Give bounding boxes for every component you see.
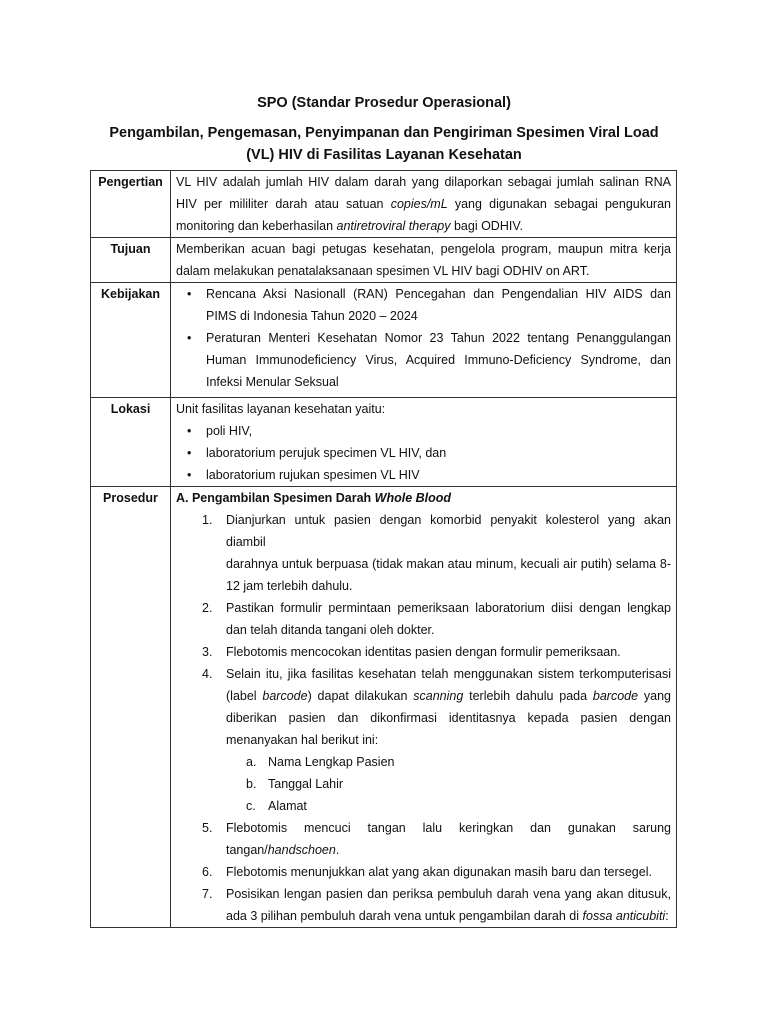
bullet-icon: • — [187, 468, 192, 482]
text-line: Memberikan acuan bagi petugas kesehatan, pengelola program, maupun mitra kerja — [176, 242, 671, 256]
label-kebijakan: Kebijakan — [91, 283, 171, 398]
row-tujuan — [91, 238, 677, 283]
sub-item: a. Nama Lengkap Pasien — [246, 755, 395, 769]
step-item: 1. Dianjurkan untuk pasien dengan komorbid penyakit kolesterol yang akan diambil darahnya untuk berpuasa (tidak makan atau minum, kecuali air putih) selama 8- 12 jam terlebih dahulu. — [202, 513, 671, 593]
sub-item: c. Alamat — [246, 799, 307, 813]
step-item: 5. Flebotomis mencuci tangan lalu keringkan dan gunakan sarung tangan/handschoen. — [202, 821, 671, 857]
content-prosedur — [171, 487, 677, 928]
step-item: 3. Flebotomis mencocokan identitas pasien dengan formulir pemeriksaan. — [202, 645, 621, 659]
bullet-icon: • — [187, 424, 192, 438]
document-title: SPO (Standar Prosedur Operasional) — [257, 95, 511, 111]
text-line: VL HIV adalah jumlah HIV dalam darah yang dilaporkan sebagai jumlah salinan RNA — [176, 175, 671, 189]
row-pengertian — [91, 171, 677, 238]
list-item: • laboratorium perujuk specimen VL HIV, dan — [176, 442, 671, 464]
sub-item: b. Tanggal Lahir — [246, 777, 344, 791]
text-line: Unit fasilitas layanan kesehatan yaitu: — [176, 402, 386, 416]
step-item: 7. Posisikan lengan pasien dan periksa pembuluh darah vena yang akan ditusuk, ada 3 pilihan pembuluh darah vena untuk pengambilan darah di fossa anticubiti: — [202, 887, 671, 923]
step-item: 6. Flebotomis menunjukkan alat yang akan digunakan masih baru dan tersegel. — [202, 865, 652, 879]
spo-table — [90, 170, 677, 928]
text-line: monitoring dan keberhasilan antiretroviral therapy bagi ODHIV. — [176, 219, 523, 233]
list-item: • Rencana Aksi Nasionall (RAN) Pencegahan dan Pengendalian HIV AIDS dan PIMS di Indonesia Tahun 2020 – 2024 — [176, 283, 671, 327]
section-heading: A. Pengambilan Spesimen Darah Whole Blood — [176, 491, 452, 505]
text-line: dalam melakukan penatalaksanaan spesimen VL HIV bagi ODHIV on ART. — [176, 264, 590, 278]
content-pengertian — [171, 171, 677, 238]
bullet-icon: • — [187, 331, 192, 345]
content-lokasi — [171, 398, 677, 487]
step-item: 4. Selain itu, jika fasilitas kesehatan telah menggunakan sistem terkomputerisasi (label barcode) dapat dilakukan scanning terlebih dahulu pada barcode yang diberikan pasien dan dikonfirmasi identitasnya kepada pasien dengan menanyakan hal berikut ini: — [202, 667, 671, 747]
row-prosedur — [91, 487, 677, 928]
row-lokasi — [91, 398, 677, 487]
document-subtitle — [0, 122, 768, 166]
step-item: 2. Pastikan formulir permintaan pemeriksaan laboratorium diisi dengan lengkap dan telah ditanda tangani oleh dokter. — [202, 601, 671, 637]
bullet-icon: • — [187, 287, 192, 301]
list-item: • poli HIV, — [176, 420, 671, 442]
content-kebijakan — [171, 283, 677, 398]
content-tujuan — [171, 238, 677, 283]
bullet-icon: • — [187, 446, 192, 460]
subtitle-line-1: Pengambilan, Pengemasan, Penyimpanan dan Pengiriman Spesimen Viral Load — [109, 125, 659, 141]
subtitle-line-2: (VL) HIV di Fasilitas Layanan Kesehatan — [246, 147, 522, 163]
label-lokasi: Lokasi — [91, 398, 171, 487]
list-item: • laboratorium rujukan spesimen VL HIV — [176, 464, 671, 486]
label-tujuan: Tujuan — [91, 238, 171, 283]
row-kebijakan — [91, 283, 677, 398]
list-item: • Peraturan Menteri Kesehatan Nomor 23 Tahun 2022 tentang Penanggulangan Human Immunodeficiency Virus, Acquired Immuno-Deficiency Syndrome, dan Infeksi Menular Seksual — [176, 327, 671, 393]
text-line: HIV per mililiter darah atau satuan copies/mL yang digunakan sebagai pengukuran — [176, 197, 671, 211]
label-pengertian: Pengertian — [91, 171, 171, 238]
label-prosedur: Prosedur — [91, 487, 171, 928]
